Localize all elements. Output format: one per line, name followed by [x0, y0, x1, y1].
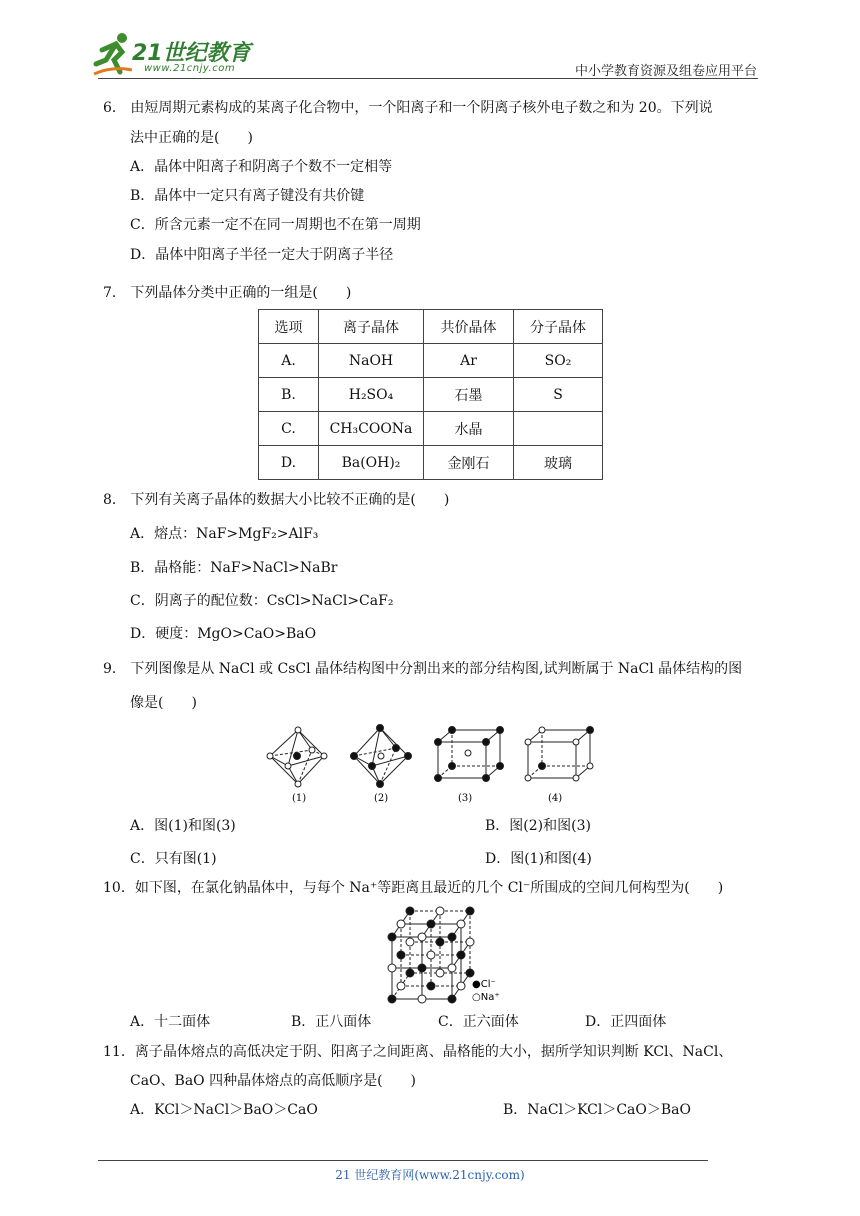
- crystal-classification-table: [258, 309, 603, 480]
- page-header: [0, 0, 860, 80]
- legend-cl: ●Cl⁻: [472, 979, 496, 990]
- fig-label-1: (1): [292, 793, 307, 804]
- q8-option-b: B．晶格能：NaF>NaCl>NaBr: [130, 560, 338, 576]
- table-cell: B.: [259, 378, 319, 412]
- table-cell: D.: [259, 446, 319, 480]
- q9-option-d: D．图(1)和图(4): [485, 851, 592, 867]
- table-cell: CH₃COONa: [319, 412, 424, 446]
- table-cell: 水晶: [424, 412, 514, 446]
- q10-option-d: D．正四面体: [585, 1014, 667, 1030]
- q11-option-a: A．KCl＞NaCl＞BaO＞CaO: [130, 1102, 318, 1118]
- table-row: [259, 378, 603, 412]
- q8-option-c: C．阴离子的配位数：CsCl>NaCl>CaF₂: [130, 593, 394, 609]
- runner-logo-icon: [92, 30, 132, 76]
- fig-label-3: (3): [458, 793, 473, 804]
- table-cell: H₂SO₄: [319, 378, 424, 412]
- table-cell: A.: [259, 344, 319, 378]
- q9-option-b: B．图(2)和图(3): [485, 818, 591, 834]
- q8-option-d: D．硬度：MgO>CaO>BaO: [130, 626, 317, 642]
- table-cell: SO₂: [514, 344, 603, 378]
- table-cell: S: [514, 378, 603, 412]
- q6-stem-line2: 法中正确的是( ): [130, 130, 253, 146]
- fig-label-4: (4): [548, 793, 563, 804]
- table-cell: 玻璃: [514, 446, 603, 480]
- fragment-1-octahedron: [267, 727, 327, 787]
- q9-stem-line2: 像是( ): [130, 695, 197, 711]
- fragment-4-cube: [525, 727, 594, 782]
- table-cell: 金刚石: [424, 446, 514, 480]
- logo-text: 21世纪教育: [132, 41, 251, 66]
- logo-url: www.21cnjy.com: [144, 63, 236, 74]
- fragment-2-octahedron: [351, 725, 412, 788]
- q9-option-c: C．只有图(1): [130, 851, 217, 867]
- table-row: [259, 412, 603, 446]
- table-cell: Ar: [424, 344, 514, 378]
- q9-stem-line1: 9． 下列图像是从 NaCl 或 CsCl 晶体结构图中分割出来的部分结构图,试判断属于 NaCl 晶体结构的图: [103, 661, 743, 677]
- header-platform-text: 中小学教育资源及组卷应用平台: [574, 64, 757, 79]
- table-row: [259, 344, 603, 378]
- footer-divider: [98, 1160, 708, 1161]
- q6-option-b: B．晶体中一定只有离子键没有共价键: [130, 188, 365, 204]
- table-cell: Ba(OH)₂: [319, 446, 424, 480]
- nacl-lattice-figure: [384, 903, 504, 1007]
- q11-stem-line1: 11．离子晶体熔点的高低决定于阴、阳离子之间距离、晶格能的大小，据所学知识判断 KCl、NaCl、: [103, 1044, 733, 1060]
- q6-option-a: A．晶体中阳离子和阴离子个数不一定相等: [130, 159, 393, 175]
- q10-option-a: A．十二面体: [130, 1014, 211, 1030]
- q6-stem-line1: 6． 由短周期元素构成的某离子化合物中，一个阳离子和一个阴离子核外电子数之和为 20。下列说: [103, 100, 713, 116]
- table-header-cell: 离子晶体: [319, 310, 424, 344]
- q10-option-b: B．正八面体: [291, 1014, 372, 1030]
- fig-label-2: (2): [374, 793, 389, 804]
- site-logo: [92, 30, 262, 80]
- legend-na: ○Na⁺: [472, 992, 500, 1003]
- table-header-cell: 分子晶体: [514, 310, 603, 344]
- table-cell: NaOH: [319, 344, 424, 378]
- table-cell: [514, 412, 603, 446]
- q8-option-a: A．熔点：NaF>MgF₂>AlF₃: [130, 526, 319, 542]
- q9-option-a: A．图(1)和图(3): [130, 818, 236, 834]
- q11-option-b: B．NaCl＞KCl＞CaO＞BaO: [503, 1102, 691, 1118]
- q6-option-c: C．所含元素一定不在同一周期也不在第一周期: [130, 217, 421, 233]
- table-cell: C.: [259, 412, 319, 446]
- q10-option-c: C．正六面体: [438, 1014, 519, 1030]
- q11-stem-line2: CaO、BaO 四种晶体熔点的高低顺序是( ): [130, 1073, 417, 1089]
- q10-stem: 10．如下图，在氯化钠晶体中，与每个 Na⁺等距离且最近的几个 Cl⁻所围成的空间几何构型为( ): [103, 880, 724, 896]
- crystal-fragments-figure: [262, 722, 602, 806]
- table-cell: 石墨: [424, 378, 514, 412]
- fragment-3-cube: [435, 727, 504, 782]
- table-header-cell: 共价晶体: [424, 310, 514, 344]
- table-row: [259, 446, 603, 480]
- q8-stem: 8． 下列有关离子晶体的数据大小比较不正确的是( ): [103, 492, 450, 508]
- table-header-cell: 选项: [259, 310, 319, 344]
- table-header-row: [259, 310, 603, 344]
- page-footer: 21 世纪教育网(www.21cnjy.com): [335, 1168, 525, 1182]
- q7-stem: 7． 下列晶体分类中正确的一组是( ): [103, 285, 352, 301]
- header-divider: [98, 78, 758, 79]
- q6-option-d: D．晶体中阳离子半径一定大于阴离子半径: [130, 247, 394, 263]
